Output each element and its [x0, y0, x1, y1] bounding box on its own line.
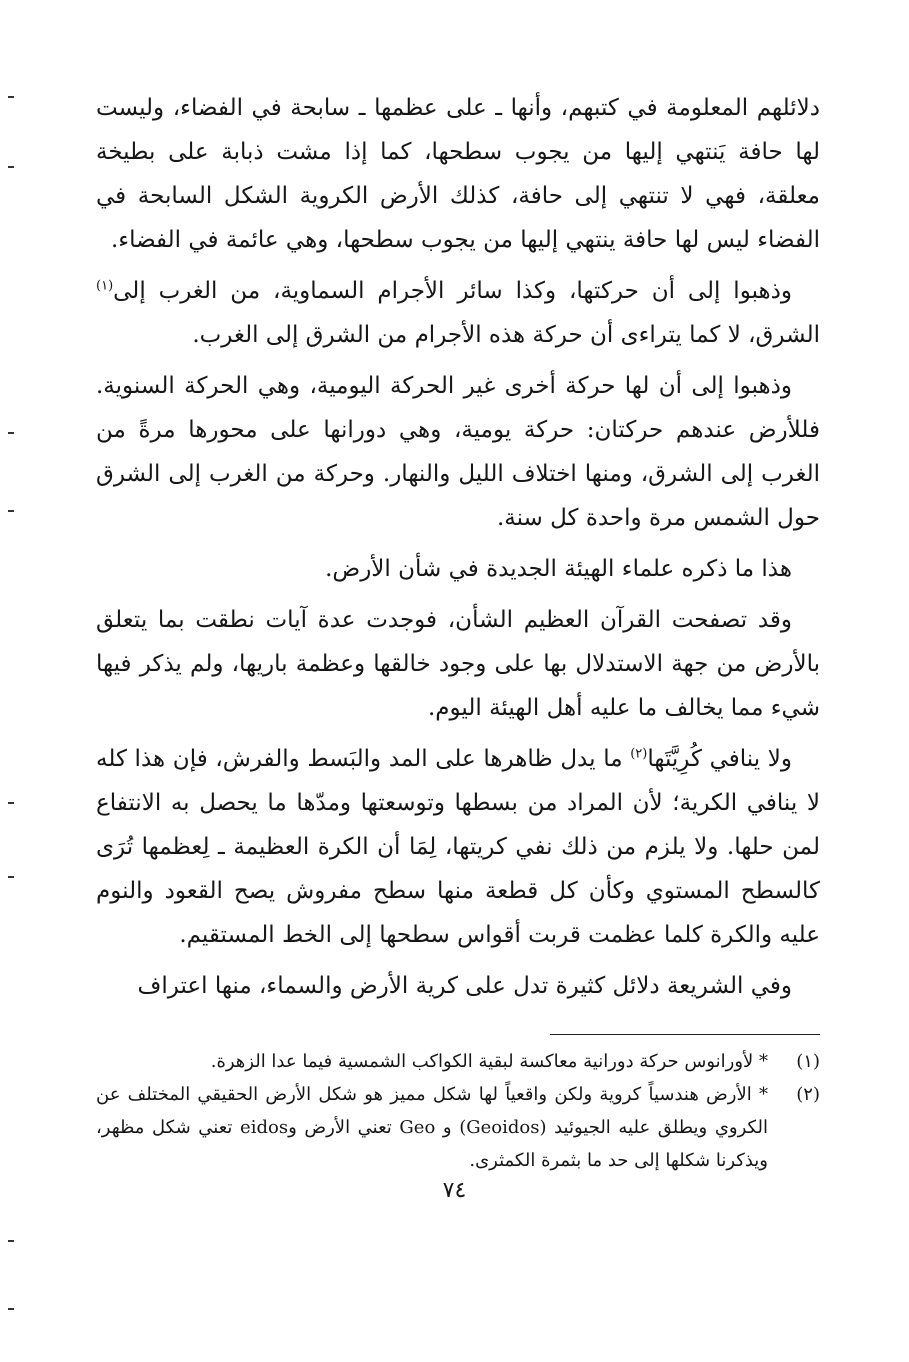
footnote-2 — [96, 1078, 820, 1177]
document-page — [96, 86, 820, 1362]
paragraph-5: وقد تصفحت القرآن العظيم الشأن، فوجدت عدة آيات نطقت بما يتعلق بالأرض من جهة الاستدلال بها على وجود خالقها وعظمة باريها، ولم يذكر فيها شيء مما يخالف ما عليه أهل الهيئة اليوم. — [96, 607, 820, 721]
paragraph-7: وفي الشريعة دلائل كثيرة تدل على كرية الأرض والسماء، منها اعتراف — [137, 973, 792, 999]
paragraph-6 — [96, 737, 820, 957]
scan-edge-mark — [8, 876, 14, 878]
scan-edge-mark — [8, 1308, 14, 1310]
footnote-ref-2[interactable]: (٢) — [630, 746, 648, 762]
paragraph-4: هذا ما ذكره علماء الهيئة الجديدة في شأن الأرض. — [325, 556, 792, 582]
footnote-ref-1[interactable]: (١) — [96, 278, 114, 294]
footnote-1-text: * لأورانوس حركة دورانية معاكسة لبقية الكواكب الشمسية فيما عدا الزهرة. — [210, 1051, 768, 1072]
main-text — [96, 86, 820, 1008]
footnotes — [96, 1045, 820, 1177]
footnote-2-number: (٢) — [796, 1084, 820, 1105]
footnote-divider — [550, 1034, 820, 1035]
page-number: ٧٤ — [442, 1178, 467, 1203]
paragraph-2 — [96, 269, 820, 357]
paragraph-1: دلائلهم المعلومة في كتبهم، وأنها ـ على عظمها ـ سابحة في الفضاء، وليست لها حافة يَنتهي إليها من يجوب سطحها، كما إذا مشت ذبابة على بطيخة معلقة، فهي لا تنتهي إلى حافة، كذلك الأرض الكروية الشكل السابحة في الفضاء ليس لها حافة ينتهي إليها من يجوب سطحها، وهي عائمة في الفضاء. — [96, 95, 820, 253]
scan-edge-mark — [8, 802, 14, 804]
paragraph-6-start: ولا ينافي كُرِيَّتَها — [647, 746, 792, 772]
scan-edge-mark — [8, 96, 14, 98]
scan-edge-mark — [8, 166, 14, 168]
footnote-1-number: (١) — [796, 1051, 820, 1072]
scan-edge-mark — [8, 1240, 14, 1242]
paragraph-3: وذهبوا إلى أن لها حركة أخرى غير الحركة اليومية، وهي الحركة السنوية. فللأرض عندهم حركتان: حركة يومية، وهي دورانها على محورها مرةً من الغرب إلى الشرق، ومنها اختلاف الليل والنهار. وحركة من الغرب إلى الشرق حول الشمس مرة واحدة كل سنة. — [96, 373, 820, 531]
scan-edge-mark — [8, 432, 14, 434]
scan-edge-mark — [8, 510, 14, 512]
footnote-2-text: * الأرض هندسياً كروية ولكن واقعياً لها شكل مميز هو شكل الأرض الحقيقي المختلف عن الكروي ويطلق عليه الجيوئيد (Geoidos) و Geo تعني الأرض وeidos تعني شكل مظهر، ويذكرنا شكلها إلى حد ما بثمرة الكمثرى. — [96, 1084, 768, 1171]
paragraph-2-text: وذهبوا إلى أن حركتها، وكذا سائر الأجرام السماوية، من الغرب إلى — [113, 278, 792, 304]
paragraph-2-continuation: الشرق، لا كما يتراءى أن حركة هذه الأجرام من الشرق إلى الغرب. — [192, 322, 820, 348]
footnote-1 — [96, 1045, 820, 1078]
paragraph-6-text: ما يدل ظاهرها على المد والبَسط والفرش، فإن هذا كله لا ينافي الكرية؛ لأن المراد من بسطها وتوسعتها ومدّها ما يحصل به الانتفاع لمن حلها. ولا يلزم من ذلك نفي كريتها، لِمَا أن الكرة العظيمة ـ لِعظمها تُرَى كالسطح المستوي وكأن كل قطعة منها سطح مفروش يصح القعود والنوم عليه والكرة كلما عظمت قربت أقواس سطحها إلى الخط المستقيم. — [96, 746, 820, 948]
